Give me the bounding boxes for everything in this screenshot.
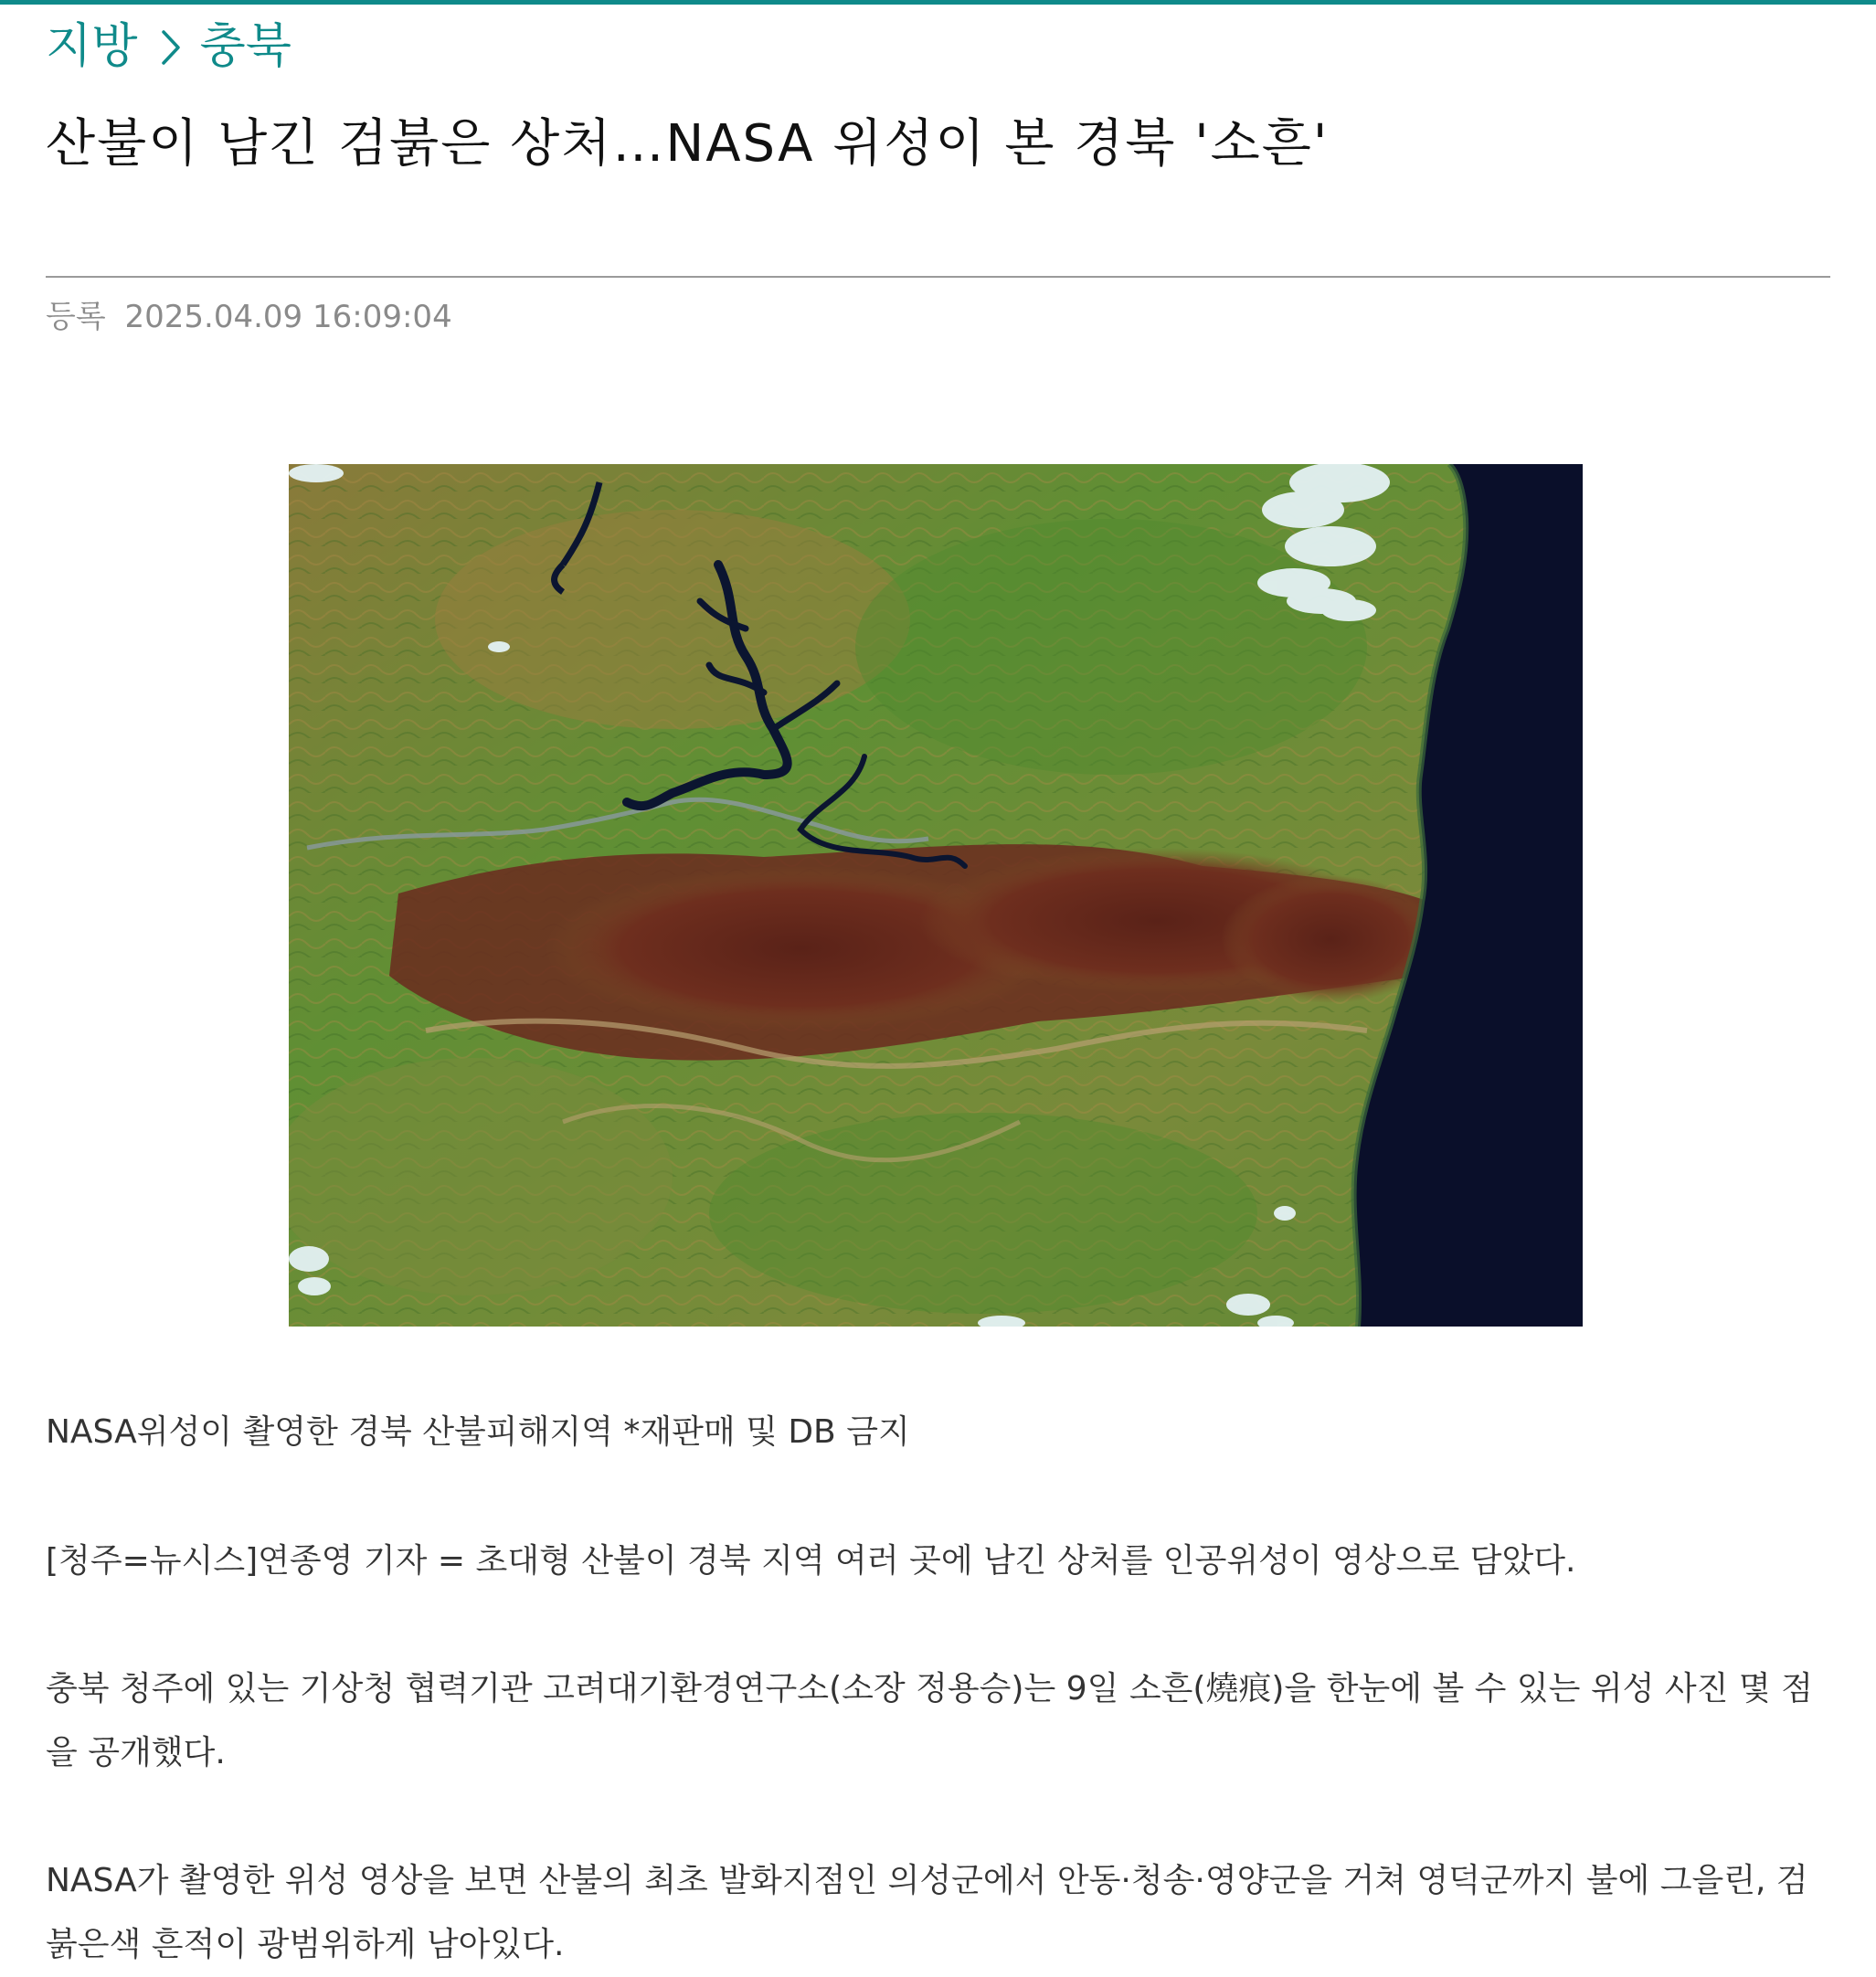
breadcrumb: [46, 9, 291, 73]
breadcrumb-section-link[interactable]: 지방: [46, 18, 138, 74]
registered-label: 등록: [46, 299, 106, 335]
article-paragraph-1: [청주=뉴시스]연종영 기자 = 초대형 산불이 경북 지역 여러 곳에 남긴 상처를 인공위성이 영상으로 담았다.: [46, 1542, 1576, 1580]
image-caption: NASA위성이 촬영한 경북 산불피해지역 *재판매 및 DB 금지: [46, 1413, 910, 1451]
chevron-right-icon: [161, 23, 181, 59]
title-divider: [46, 276, 1830, 278]
breadcrumb-subsection-link[interactable]: 충북: [199, 18, 291, 74]
article-paragraph-3: NASA가 촬영한 위성 영상을 보면 산불의 최초 발화지점인 의성군에서 안동·청송·영양군을 거쳐 영덕군까지 불에 그을린, 검붉은색 흔적이 광범위하게 남아있다.: [46, 1862, 1808, 1963]
satellite-photo[interactable]: [289, 464, 1583, 1327]
registered-timestamp: 2025.04.09 16:09:04: [124, 299, 452, 335]
top-accent-bar: [0, 0, 1876, 5]
article-title: 산불이 남긴 검붉은 상처…NASA 위성이 본 경북 '소흔': [46, 114, 1330, 174]
article-meta: [46, 294, 452, 340]
article-paragraph-2: 충북 청주에 있는 기상청 협력기관 고려대기환경연구소(소장 정용승)는 9일 소흔(燒痕)을 한눈에 볼 수 있는 위성 사진 몇 점을 공개했다.: [46, 1670, 1813, 1771]
